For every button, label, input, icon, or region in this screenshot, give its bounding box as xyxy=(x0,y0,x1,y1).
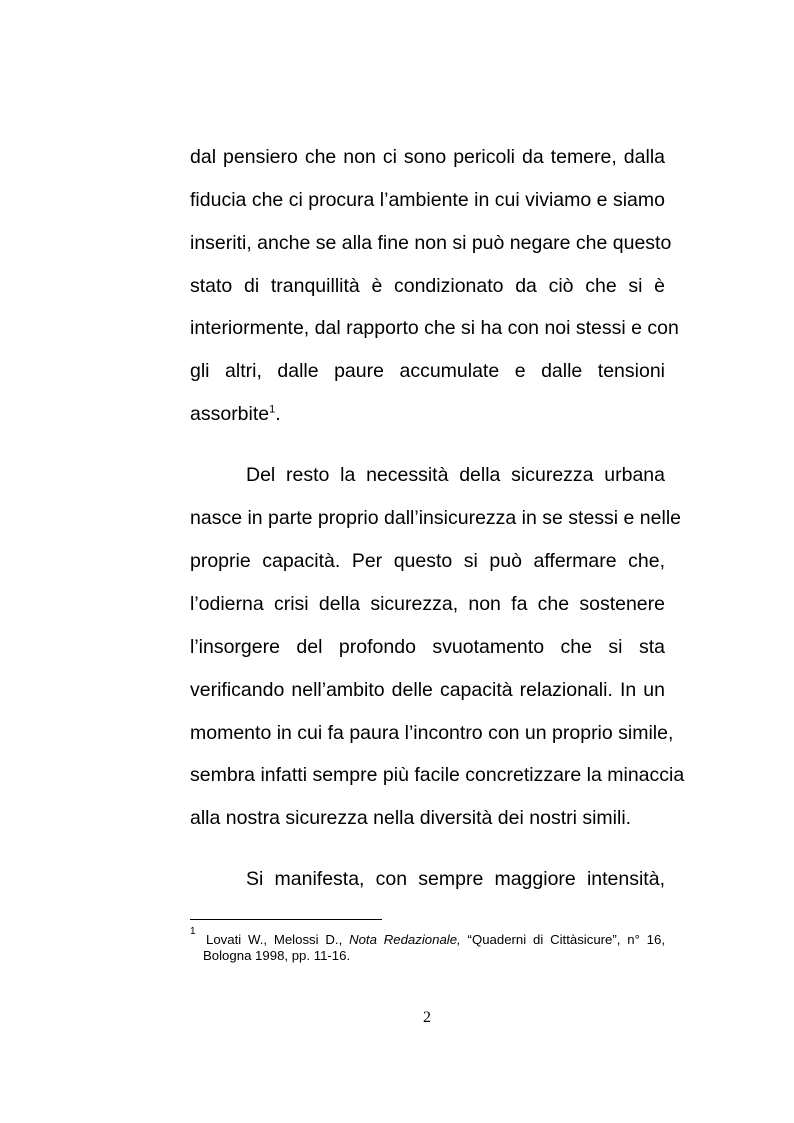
body-line: l’insorgere del profondo svuotamento che si sta xyxy=(190,636,665,658)
footnote-line-1 xyxy=(206,931,665,948)
body-line-indented: Del resto la necessità della sicurezza urbana xyxy=(246,464,665,486)
body-line: verificando nell’ambito delle capacità relazionali. In un xyxy=(190,679,665,701)
body-line: dal pensiero che non ci sono pericoli da temere, dalla xyxy=(190,146,665,168)
footnote-number: 1 xyxy=(190,926,196,937)
body-line: fiducia che ci procura l’ambiente in cui viviamo e siamo xyxy=(190,189,665,211)
body-line: gli altri, dalle paure accumulate e dalle tensioni xyxy=(190,360,665,382)
body-line-indented: Si manifesta, con sempre maggiore intensità, xyxy=(246,868,665,890)
footnote-title: Nota Redazionale, xyxy=(349,932,461,947)
body-line: inseriti, anche se alla fine non si può negare che questo xyxy=(190,232,672,254)
footnote-reference-punct: . xyxy=(275,403,281,425)
footnote-reference: 1 xyxy=(269,403,276,416)
body-line: interiormente, dal rapporto che si ha con noi stessi e con xyxy=(190,317,679,339)
footnote-separator xyxy=(190,919,382,920)
page-number: 2 xyxy=(423,1009,431,1026)
body-line: l’odierna crisi della sicurezza, non fa che sostenere xyxy=(190,593,665,615)
body-line: stato di tranquillità è condizionato da ciò che si è xyxy=(190,275,665,297)
body-line: momento in cui fa paura l’incontro con un proprio simile, xyxy=(190,722,674,744)
body-line: alla nostra sicurezza nella diversità dei nostri simili. xyxy=(190,807,632,829)
footnote-authors: Lovati W., Melossi D., xyxy=(206,932,343,947)
footnote-line-2: Bologna 1998, pp. 11-16. xyxy=(203,948,351,963)
body-line: nasce in parte proprio dall’insicurezza in se stessi e nelle xyxy=(190,507,682,529)
body-line-last xyxy=(190,402,665,426)
body-line: proprie capacità. Per questo si può affermare che, xyxy=(190,550,665,572)
footnote-source: “Quaderni di Cittàsicure”, n° 16, xyxy=(467,932,665,947)
body-line: sembra infatti sempre più facile concretizzare la minaccia xyxy=(190,764,685,786)
body-line-text: assorbite xyxy=(190,403,270,425)
